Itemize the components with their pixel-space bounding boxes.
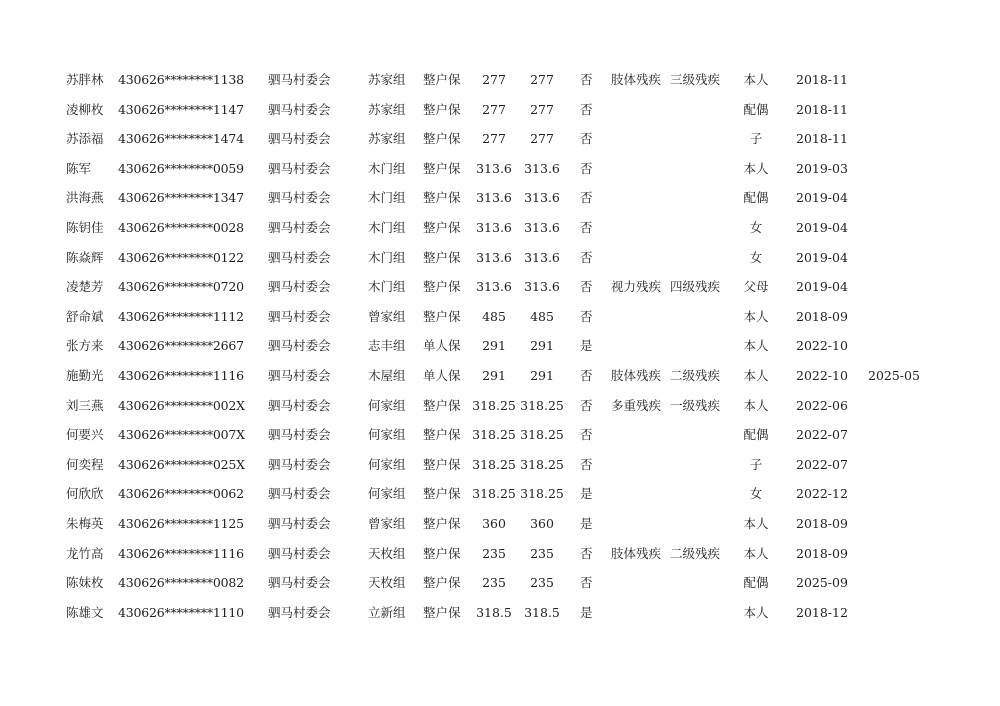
id-number: 430626********2667 (118, 338, 244, 353)
end-month (868, 276, 928, 298)
end-month (868, 99, 928, 121)
assistance-type: 整户保 (423, 546, 461, 561)
disability-level (670, 128, 726, 150)
end-month (868, 69, 928, 91)
disability-type: 多重残疾 (611, 398, 662, 413)
assistance-type: 整户保 (423, 161, 461, 176)
disability-type (611, 128, 667, 150)
table-row (0, 395, 1000, 417)
disability-level (670, 99, 726, 121)
village-committee: 驷马村委会 (268, 161, 331, 176)
relation: 本人 (743, 605, 769, 620)
table-row (0, 335, 1000, 357)
start-month: 2019-03 (796, 161, 848, 176)
assistance-type: 整户保 (423, 516, 461, 531)
assistance-type: 整户保 (423, 102, 461, 117)
table-row (0, 69, 1000, 91)
disability-level (670, 483, 726, 505)
flag-yes-no: 否 (580, 427, 593, 442)
end-month (868, 306, 928, 328)
amount-paid: 318.25 (520, 398, 564, 413)
amount-paid: 485 (530, 309, 554, 324)
amount-paid: 313.6 (524, 220, 560, 235)
village-group: 何家组 (368, 398, 406, 413)
village-group: 天枚组 (368, 546, 406, 561)
table-row (0, 217, 1000, 239)
flag-yes-no: 否 (580, 102, 593, 117)
flag-yes-no: 否 (580, 398, 593, 413)
disability-type (611, 454, 667, 476)
disability-level: 四级残疾 (670, 279, 721, 294)
table-row (0, 128, 1000, 150)
disability-level (670, 424, 726, 446)
amount-paid: 313.6 (524, 190, 560, 205)
start-month: 2019-04 (796, 279, 848, 294)
table-row (0, 424, 1000, 446)
table-row (0, 365, 1000, 387)
person-name: 舒命斌 (66, 309, 104, 324)
amount-standard: 313.6 (476, 250, 512, 265)
person-name: 何奕程 (66, 457, 104, 472)
id-number: 430626********1116 (118, 368, 244, 383)
village-group: 何家组 (368, 457, 406, 472)
person-name: 苏胖林 (66, 72, 104, 87)
relation: 本人 (743, 72, 769, 87)
village-committee: 驷马村委会 (268, 250, 331, 265)
id-number: 430626********025X (118, 457, 245, 472)
village-committee: 驷马村委会 (268, 309, 331, 324)
village-committee: 驷马村委会 (268, 457, 331, 472)
start-month: 2025-09 (796, 575, 848, 590)
village-group: 何家组 (368, 427, 406, 442)
flag-yes-no: 否 (580, 190, 593, 205)
assistance-type: 整户保 (423, 398, 461, 413)
flag-yes-no: 否 (580, 368, 593, 383)
flag-yes-no: 否 (580, 279, 593, 294)
amount-standard: 235 (482, 546, 506, 561)
table-row (0, 247, 1000, 269)
id-number: 430626********002X (118, 398, 245, 413)
end-month (868, 483, 928, 505)
disability-level (670, 572, 726, 594)
disability-type (611, 483, 667, 505)
amount-standard: 318.25 (472, 398, 516, 413)
id-number: 430626********1116 (118, 546, 244, 561)
person-name: 龙竹高 (66, 546, 104, 561)
amount-standard: 277 (482, 72, 506, 87)
assistance-type: 整户保 (423, 279, 461, 294)
start-month: 2022-07 (796, 457, 848, 472)
amount-standard: 291 (482, 368, 506, 383)
end-month (868, 158, 928, 180)
amount-paid: 277 (530, 72, 554, 87)
amount-paid: 318.25 (520, 486, 564, 501)
disability-type (611, 306, 667, 328)
flag-yes-no: 否 (580, 161, 593, 176)
disability-level (670, 513, 726, 535)
amount-paid: 318.25 (520, 457, 564, 472)
start-month: 2018-12 (796, 605, 848, 620)
start-month: 2018-09 (796, 516, 848, 531)
village-group: 立新组 (368, 605, 406, 620)
amount-standard: 318.25 (472, 457, 516, 472)
id-number: 430626********0082 (118, 575, 244, 590)
table-row (0, 543, 1000, 565)
assistance-type: 整户保 (423, 486, 461, 501)
start-month: 2022-10 (796, 368, 848, 383)
flag-yes-no: 否 (580, 546, 593, 561)
relation: 子 (749, 131, 763, 146)
relation: 本人 (743, 516, 769, 531)
village-committee: 驷马村委会 (268, 279, 331, 294)
amount-paid: 235 (530, 546, 554, 561)
relation: 本人 (743, 368, 769, 383)
disability-type: 肢体残疾 (611, 368, 662, 383)
end-month (868, 424, 928, 446)
flag-yes-no: 否 (580, 575, 593, 590)
table-row (0, 483, 1000, 505)
person-name: 凌楚芳 (66, 279, 104, 294)
village-group: 苏家组 (368, 102, 406, 117)
amount-paid: 313.6 (524, 161, 560, 176)
disability-type (611, 572, 667, 594)
end-month (868, 572, 928, 594)
relation: 子 (749, 457, 763, 472)
village-group: 木屋组 (368, 368, 406, 383)
village-committee: 驷马村委会 (268, 72, 331, 87)
village-committee: 驷马村委会 (268, 398, 331, 413)
end-month (868, 513, 928, 535)
village-committee: 驷马村委会 (268, 102, 331, 117)
person-name: 朱梅英 (66, 516, 104, 531)
person-name: 陈钥佳 (66, 220, 104, 235)
flag-yes-no: 否 (580, 457, 593, 472)
disability-type (611, 247, 667, 269)
person-name: 洪海燕 (66, 190, 104, 205)
disability-type (611, 513, 667, 535)
village-committee: 驷马村委会 (268, 190, 331, 205)
village-group: 木门组 (368, 250, 406, 265)
disability-level: 二级残疾 (670, 546, 721, 561)
disability-level (670, 187, 726, 209)
amount-standard: 313.6 (476, 279, 512, 294)
person-name: 凌柳枚 (66, 102, 104, 117)
assistance-type: 单人保 (423, 368, 461, 383)
person-name: 苏添福 (66, 131, 104, 146)
amount-standard: 277 (482, 102, 506, 117)
id-number: 430626********0059 (118, 161, 244, 176)
relation: 父母 (743, 279, 769, 294)
village-group: 志丰组 (368, 338, 406, 353)
disability-level: 二级残疾 (670, 368, 721, 383)
id-number: 430626********1138 (118, 72, 244, 87)
village-group: 木门组 (368, 190, 406, 205)
relation: 配偶 (743, 102, 769, 117)
table-row (0, 513, 1000, 535)
amount-paid: 235 (530, 575, 554, 590)
table-row (0, 187, 1000, 209)
amount-paid: 277 (530, 102, 554, 117)
amount-standard: 313.6 (476, 190, 512, 205)
village-committee: 驷马村委会 (268, 220, 331, 235)
amount-standard: 318.25 (472, 427, 516, 442)
start-month: 2019-04 (796, 220, 848, 235)
assistance-type: 整户保 (423, 457, 461, 472)
village-group: 苏家组 (368, 72, 406, 87)
start-month: 2018-11 (796, 131, 848, 146)
flag-yes-no: 是 (580, 486, 593, 501)
amount-standard: 318.25 (472, 486, 516, 501)
person-name: 何要兴 (66, 427, 104, 442)
village-group: 何家组 (368, 486, 406, 501)
disability-type (611, 158, 667, 180)
person-name: 陈雄文 (66, 605, 104, 620)
end-month (868, 247, 928, 269)
person-name: 张方来 (66, 338, 104, 353)
id-number: 430626********1347 (118, 190, 244, 205)
start-month: 2022-10 (796, 338, 848, 353)
end-month (868, 335, 928, 357)
id-number: 430626********1110 (118, 605, 244, 620)
start-month: 2019-04 (796, 190, 848, 205)
end-month (868, 395, 928, 417)
person-name: 刘三燕 (66, 398, 104, 413)
end-month (868, 602, 928, 624)
person-name: 何欣欣 (66, 486, 104, 501)
start-month: 2022-07 (796, 427, 848, 442)
amount-paid: 318.5 (524, 605, 560, 620)
disability-level (670, 306, 726, 328)
end-month (868, 128, 928, 150)
relation: 女 (749, 486, 763, 501)
assistance-type: 整户保 (423, 72, 461, 87)
start-month: 2018-11 (796, 102, 848, 117)
village-committee: 驷马村委会 (268, 575, 331, 590)
amount-standard: 485 (482, 309, 506, 324)
disability-type: 肢体残疾 (611, 72, 662, 87)
id-number: 430626********0062 (118, 486, 244, 501)
disability-level (670, 247, 726, 269)
amount-paid: 318.25 (520, 427, 564, 442)
flag-yes-no: 否 (580, 72, 593, 87)
disability-level (670, 602, 726, 624)
start-month: 2018-11 (796, 72, 848, 87)
start-month: 2018-09 (796, 546, 848, 561)
relation: 配偶 (743, 190, 769, 205)
table-row (0, 572, 1000, 594)
assistance-type: 整户保 (423, 220, 461, 235)
relation: 配偶 (743, 575, 769, 590)
start-month: 2022-06 (796, 398, 848, 413)
village-group: 木门组 (368, 161, 406, 176)
id-number: 430626********1125 (118, 516, 244, 531)
person-name: 陈焱辉 (66, 250, 104, 265)
village-committee: 驷马村委会 (268, 486, 331, 501)
table-row (0, 602, 1000, 624)
disability-type (611, 335, 667, 357)
table-row (0, 306, 1000, 328)
end-month (868, 187, 928, 209)
assistance-type: 整户保 (423, 250, 461, 265)
end-month (868, 454, 928, 476)
disability-type (611, 99, 667, 121)
flag-yes-no: 是 (580, 605, 593, 620)
flag-yes-no: 否 (580, 250, 593, 265)
village-committee: 驷马村委会 (268, 427, 331, 442)
disability-type (611, 187, 667, 209)
amount-paid: 277 (530, 131, 554, 146)
table-row (0, 276, 1000, 298)
amount-standard: 313.6 (476, 161, 512, 176)
disability-type (611, 217, 667, 239)
assistance-type: 整户保 (423, 427, 461, 442)
assistance-type: 单人保 (423, 338, 461, 353)
relation: 本人 (743, 161, 769, 176)
amount-standard: 291 (482, 338, 506, 353)
amount-paid: 360 (530, 516, 554, 531)
start-month: 2018-09 (796, 309, 848, 324)
relation: 本人 (743, 398, 769, 413)
disability-level (670, 217, 726, 239)
disability-level (670, 335, 726, 357)
amount-standard: 360 (482, 516, 506, 531)
disability-level: 三级残疾 (670, 72, 721, 87)
village-group: 曾家组 (368, 309, 406, 324)
table-row (0, 454, 1000, 476)
flag-yes-no: 否 (580, 131, 593, 146)
table-row (0, 158, 1000, 180)
disability-level: 一级残疾 (670, 398, 721, 413)
end-month (868, 543, 928, 565)
end-month: 2025-05 (868, 368, 920, 383)
relation: 女 (749, 250, 763, 265)
disability-type: 视力残疾 (611, 279, 662, 294)
assistance-type: 整户保 (423, 190, 461, 205)
assistance-type: 整户保 (423, 131, 461, 146)
village-group: 苏家组 (368, 131, 406, 146)
amount-standard: 235 (482, 575, 506, 590)
flag-yes-no: 是 (580, 516, 593, 531)
disability-type (611, 424, 667, 446)
id-number: 430626********0122 (118, 250, 244, 265)
village-committee: 驷马村委会 (268, 546, 331, 561)
village-committee: 驷马村委会 (268, 516, 331, 531)
end-month (868, 217, 928, 239)
relation: 本人 (743, 309, 769, 324)
village-group: 木门组 (368, 279, 406, 294)
id-number: 430626********0028 (118, 220, 244, 235)
disability-level (670, 158, 726, 180)
relation: 女 (749, 220, 763, 235)
start-month: 2022-12 (796, 486, 848, 501)
id-number: 430626********1112 (118, 309, 244, 324)
id-number: 430626********007X (118, 427, 245, 442)
amount-paid: 291 (530, 338, 554, 353)
person-name: 陈妹枚 (66, 575, 104, 590)
table-row (0, 99, 1000, 121)
village-committee: 驷马村委会 (268, 605, 331, 620)
disability-type (611, 602, 667, 624)
disability-type: 肢体残疾 (611, 546, 662, 561)
amount-standard: 318.5 (476, 605, 512, 620)
flag-yes-no: 否 (580, 309, 593, 324)
amount-paid: 313.6 (524, 250, 560, 265)
flag-yes-no: 是 (580, 338, 593, 353)
disability-level (670, 454, 726, 476)
village-group: 天枚组 (368, 575, 406, 590)
village-committee: 驷马村委会 (268, 338, 331, 353)
person-name: 施勤光 (66, 368, 104, 383)
village-committee: 驷马村委会 (268, 368, 331, 383)
village-group: 木门组 (368, 220, 406, 235)
village-group: 曾家组 (368, 516, 406, 531)
amount-paid: 291 (530, 368, 554, 383)
assistance-type: 整户保 (423, 605, 461, 620)
village-committee: 驷马村委会 (268, 131, 331, 146)
amount-standard: 313.6 (476, 220, 512, 235)
id-number: 430626********1147 (118, 102, 244, 117)
amount-standard: 277 (482, 131, 506, 146)
relation: 配偶 (743, 427, 769, 442)
relation: 本人 (743, 338, 769, 353)
relation: 本人 (743, 546, 769, 561)
start-month: 2019-04 (796, 250, 848, 265)
person-name: 陈军 (66, 161, 92, 176)
id-number: 430626********1474 (118, 131, 244, 146)
id-number: 430626********0720 (118, 279, 244, 294)
assistance-type: 整户保 (423, 309, 461, 324)
flag-yes-no: 否 (580, 220, 593, 235)
amount-paid: 313.6 (524, 279, 560, 294)
assistance-type: 整户保 (423, 575, 461, 590)
